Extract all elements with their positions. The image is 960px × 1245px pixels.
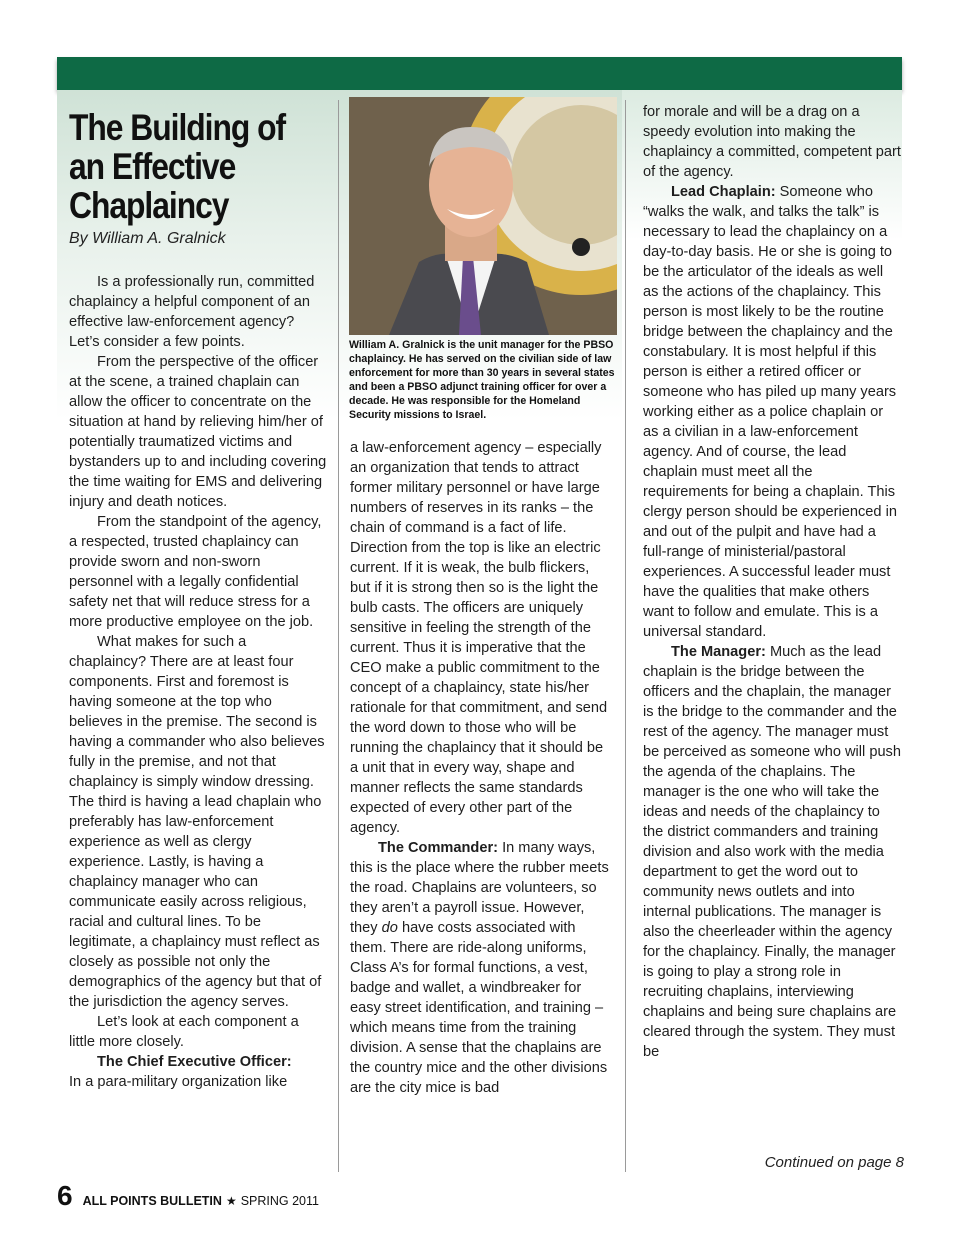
- section-label-lead-chaplain: Lead Chaplain:: [671, 184, 776, 200]
- paragraph: [69, 1052, 327, 1092]
- paragraph-text: In a para-military organization like: [69, 1074, 288, 1090]
- paragraph-text: In many ways, this is the place where the rubber meets the road. Chaplains are volunteers, so they aren’t a payroll issue. However, they: [350, 840, 609, 936]
- paragraph-text: have costs associated with them. There are ride-along uniforms, Class A’s for formal functions, a vest, badge and wallet, a windbreaker for easy street identification, and training – which means time from the training division. A sense that the chaplains are the country mice and the other divisions are the city mice is bad: [350, 920, 608, 1096]
- section-label-manager: The Manager:: [671, 644, 766, 660]
- paragraph: for morale and will be a drag on a speedy evolution into making the chaplaincy a committed, competent part of the agency.: [643, 104, 901, 180]
- column-1: [69, 272, 327, 1092]
- paragraph: [643, 642, 901, 1062]
- paragraph-text: Someone who “walks the walk, and talks the talk” is necessary to lead the chaplaincy on a day-to-day basis. He or she is going to be the articulator of the ideals as well as the actions of the chaplaincy. This person is most likely to be the routine bridge between the chaplaincy and the constabulary. It is most helpful if this person is either a retired officer or someone who has piled up many years working either as a police chaplain or as a civilian in a law-enforcement agency. And of course, the lead chaplain must meet all the requirements for being a chaplain. This clergy person should be experienced in and out of the pulpit and have had a full-range of ministerial/pastoral experiences. A successful leader must have the qualities that make others want to follow and emulate. This is a universal standard.: [643, 184, 897, 640]
- emphasis-text: do: [381, 920, 398, 936]
- column-3: [643, 102, 901, 1062]
- paragraph: [643, 182, 901, 642]
- publication-name: ALL POINTS BULLETIN: [82, 1194, 222, 1208]
- column-rule-left: [338, 100, 339, 1172]
- paragraph: Let’s look at each component a little more closely.: [69, 1014, 299, 1050]
- continued-link[interactable]: Continued on page 8: [764, 1154, 904, 1171]
- paragraph: From the standpoint of the agency, a respected, trusted chaplaincy can provide sworn and non-sworn personnel with a legally confidential safety net that will reduce stress for a more productive employee on the job.: [69, 514, 322, 630]
- column-2: [350, 438, 612, 1098]
- portrait-photo-graphic: [349, 97, 617, 335]
- paragraph: a law-enforcement agency – especially an organization that tends to attract former military personnel or have large numbers of reserves in its ranks – the chain of command is a fact of life. Direction from the top is like an electric current. If it is weak, the bulb flickers, but if it is strong then so is the light the bulb casts. The officers are uniquely sensitive in feeling the strength of the current. Thus it is imperative that the CEO make a public commitment to the concept of a chaplaincy, state his/her rationale for that commitment, and send the word down to those who will be running the chaplaincy that it should be a unit that in every way, shape and manner reflects the same standards expected of every other part of the agency.: [350, 440, 608, 836]
- article-title: The Building of an Effective Chaplaincy: [69, 107, 286, 226]
- star-icon: ★: [225, 1194, 237, 1208]
- header-banner: [57, 57, 902, 90]
- paragraph-text: Much as the lead chaplain is the bridge between the officers and the chaplain, the manager is the bridge to the commander and the rest of the agency. The manager must be perceived as someone who will push the agenda of the chaplains. The manager is the one who will take the ideas and needs of the chaplaincy to the district commanders and training division and also work with the media department to get the word out to community news outlets and into internal publications. The manager is also the cheerleader within the agency for the chaplaincy. Finally, the manager is going to play a strong role in recruiting chaplains, interviewing chaplains and being sure chaplains are cleared through the system. They must be: [643, 644, 901, 1060]
- page-footer: [57, 1180, 319, 1210]
- photo-caption: William A. Gralnick is the unit manager for the PBSO chaplaincy. He has served on the civilian side of law enforcement for more than 30 years in several states and been a PBSO adjunct training officer for over a decade. He was responsible for the Homeland Security missions to Israel.: [349, 339, 615, 421]
- paragraph: From the perspective of the officer at the scene, a trained chaplain can allow the officer to concentrate on the situation at hand by relieving him/her of potentially traumatized victims and bystanders up to and including covering the time waiting for EMS and delivering injury and death notices.: [69, 354, 327, 510]
- section-label-ceo: The Chief Executive Officer:: [97, 1054, 292, 1070]
- byline: By William A. Gralnick: [69, 230, 226, 247]
- paragraph: Is a professionally run, committed chaplaincy a helpful component of an effective law-enforcement agency? Let’s consider a few points.: [69, 274, 315, 350]
- paragraph: [350, 838, 612, 1098]
- paragraph: What makes for such a chaplaincy? There are at least four components. First and foremost is having someone at the top who believes in the premise. The second is having a commander who also believes fully in the premise, and not that chaplaincy is simply window dressing. The third is having a lead chaplain who preferably has law-enforcement experience as well as clergy experience. Lastly, is having a chaplaincy manager who can communicate easily across religious, racial and cultural lines. To be legitimate, a chaplaincy must reflect as closely as possible not only the demographics of the agency but that of the jurisdiction the agency serves.: [69, 634, 325, 1010]
- column-rule-right: [625, 100, 626, 1172]
- page-number: 6: [57, 1180, 73, 1211]
- portrait-photo: [349, 97, 617, 335]
- section-label-commander: The Commander:: [378, 840, 499, 856]
- issue-date: SPRING 2011: [240, 1194, 319, 1208]
